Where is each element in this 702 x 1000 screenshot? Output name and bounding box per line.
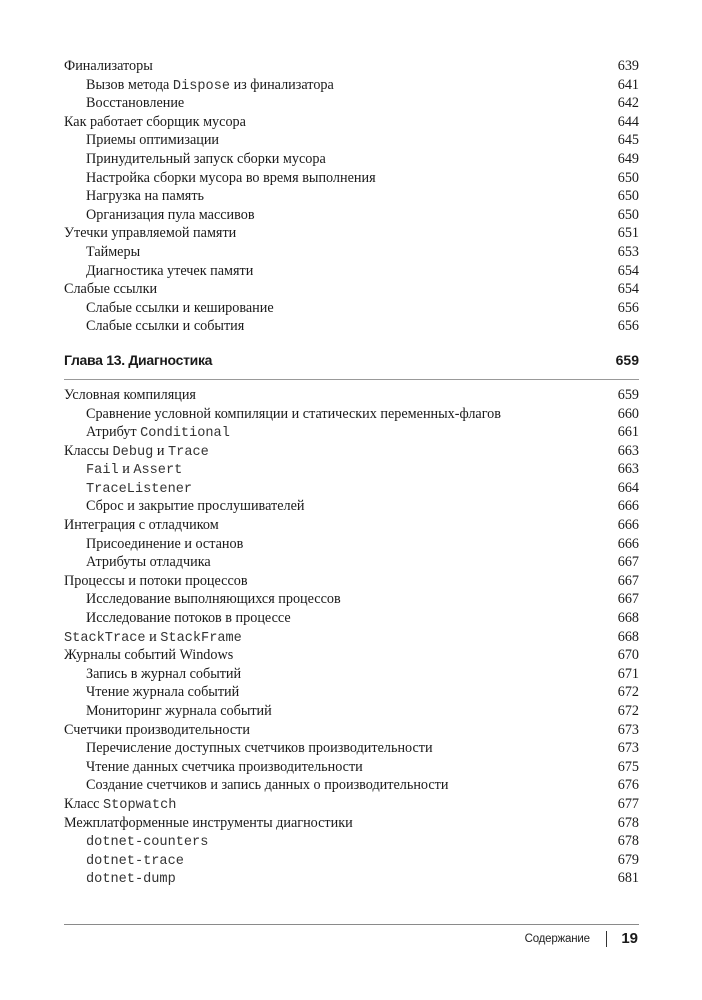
toc-subentry [64, 150, 639, 169]
code-term: Trace [168, 444, 209, 460]
toc-entry [64, 721, 639, 740]
title-text: Журналы событий Windows [64, 647, 234, 664]
title-text: Чтение журнала событий [86, 684, 240, 701]
toc-subentry [64, 758, 639, 777]
toc-subentry [64, 76, 639, 95]
toc-entry-title [64, 131, 219, 150]
toc-subentry [64, 869, 639, 888]
toc-subentry [64, 479, 639, 498]
page-number: 19 [621, 930, 638, 947]
toc-subentry [64, 299, 639, 318]
toc-subentry [64, 94, 639, 113]
toc-subentry [64, 460, 639, 479]
toc-entry-title [64, 497, 304, 516]
toc-page-number: 670 [617, 647, 639, 664]
toc-page-number: 681 [617, 870, 639, 887]
title-text: Межплатформенные инструменты диагностики [64, 814, 353, 831]
toc-subentry [64, 776, 639, 795]
title-text: Условная компиляция [64, 386, 196, 403]
toc-subentry [64, 187, 639, 206]
toc-entry-title [64, 776, 448, 795]
toc-page-number: 667 [617, 554, 639, 571]
toc-entry-title [64, 646, 233, 665]
toc-entry-title [64, 206, 255, 225]
toc-entry [64, 113, 639, 132]
toc-entry-title [64, 702, 272, 721]
code-term: Conditional [140, 426, 230, 442]
title-text: Как работает сборщик мусора [64, 113, 246, 130]
toc-entry-title [64, 795, 176, 816]
toc-subentry [64, 553, 639, 572]
toc-page-number: 664 [617, 479, 639, 496]
toc-subentry [64, 702, 639, 721]
toc-page-number: 642 [617, 95, 639, 112]
code-term: Stopwatch [102, 797, 177, 813]
toc-subentry [64, 665, 639, 684]
footer-divider [64, 924, 639, 925]
toc-page-number: 650 [617, 206, 639, 223]
code-term: dotnet-counters [86, 835, 209, 851]
toc-entry-title [64, 76, 334, 97]
title-text: Принудительный запуск сборки мусора [86, 150, 326, 167]
toc-entry-title [64, 479, 192, 500]
toc-page-number: 654 [617, 262, 639, 279]
code-term: TraceListener [86, 481, 193, 497]
toc-page-number: 659 [617, 386, 639, 403]
title-text: Финализаторы [64, 58, 153, 74]
toc-page-number: 641 [617, 76, 639, 93]
title-text: Сравнение условной компиляции и статических переменных-флагов [86, 405, 501, 422]
toc-page-number: 673 [617, 721, 639, 738]
toc-page-number: 659 [615, 351, 639, 368]
toc-page-number: 668 [617, 628, 639, 645]
toc-page-number: 676 [617, 777, 639, 794]
toc-subentry [64, 169, 639, 188]
toc-entry-title [64, 423, 230, 444]
code-term: Debug [112, 444, 154, 460]
title-text: Сброс и закрытие прослушивателей [86, 498, 305, 515]
toc-page-number: 672 [617, 703, 639, 719]
toc-subentry [64, 206, 639, 225]
title-text: Восстановление [86, 95, 185, 112]
code-term: StackTrace [64, 630, 146, 646]
title-text: Процессы и потоки процессов [64, 572, 248, 589]
toc-page-number: 649 [617, 150, 639, 167]
title-text: Приемы оптимизации [86, 132, 220, 149]
toc-page-number: 656 [617, 299, 639, 316]
toc-entry-title [64, 832, 208, 853]
toc-page-number: 679 [617, 851, 639, 868]
toc-page-number: 672 [617, 684, 639, 701]
title-text: Исследование потоков в процессе [86, 610, 291, 627]
toc-entry-title [64, 683, 239, 702]
title-text: и [145, 628, 161, 645]
toc-page-number: 666 [617, 535, 639, 552]
title-text: Нагрузка на память [86, 188, 204, 205]
toc-entry [64, 280, 639, 299]
toc-page-number: 666 [617, 498, 639, 515]
toc-entry-title [64, 553, 211, 572]
toc-page-number: 663 [617, 461, 639, 478]
toc-entry-title [64, 628, 242, 649]
toc-page-number: 654 [617, 281, 639, 298]
toc-page-number: 650 [617, 188, 639, 205]
title-text: Присоединение и останов [86, 535, 244, 552]
toc-entry-title [64, 349, 212, 371]
toc-entry-title [64, 317, 244, 336]
toc-page-number: 650 [617, 169, 639, 186]
title-text: Диагностика утечек памяти [86, 262, 254, 279]
toc-entry [64, 386, 639, 405]
toc-entry-title [64, 535, 243, 554]
title-text: Мониторинг журнала событий [86, 703, 272, 719]
toc-entry-title [64, 869, 176, 890]
toc-entry [64, 646, 639, 665]
toc-subentry [64, 497, 639, 516]
toc-entry-title [64, 243, 140, 262]
toc-page-number: 639 [617, 58, 639, 74]
toc-page-number: 667 [617, 591, 639, 608]
toc-subentry [64, 262, 639, 281]
toc-subentry [64, 131, 639, 150]
title-text: Атрибут [86, 424, 141, 441]
title-text: Атрибуты отладчика [86, 554, 211, 571]
code-term: Dispose [172, 78, 231, 94]
toc-entry [64, 628, 639, 647]
title-text: Запись в журнал событий [86, 665, 242, 682]
toc-entry-title [64, 758, 363, 777]
toc-page-number: 645 [617, 132, 639, 149]
title-text: и [153, 442, 168, 459]
toc-entry-title [64, 665, 241, 684]
toc-page-number: 678 [617, 814, 639, 831]
toc-subentry [64, 243, 639, 262]
toc-entry-title [64, 94, 184, 113]
toc-entry-title [64, 187, 204, 206]
toc-page-number: 675 [617, 758, 639, 775]
code-term: Fail [86, 463, 119, 479]
toc-subentry [64, 590, 639, 609]
title-text: Исследование выполняющихся процессов [86, 591, 341, 608]
toc-entry-title [64, 57, 153, 76]
chapter-rule [64, 379, 639, 380]
toc-entry-title [64, 590, 341, 609]
toc-entry [64, 572, 639, 591]
code-term: StackFrame [160, 630, 242, 646]
title-text: Таймеры [86, 243, 141, 260]
toc-page-number: 673 [617, 740, 639, 757]
title-text: Класс [64, 795, 103, 812]
toc-subentry [64, 683, 639, 702]
toc-subentry [64, 739, 639, 758]
toc-entry [64, 814, 639, 833]
title-text: Настройка сборки мусора во время выполнения [86, 169, 376, 186]
toc-entry-title [64, 442, 209, 463]
toc-subentry [64, 851, 639, 870]
toc-page-number: 666 [617, 517, 639, 534]
toc-page-number: 656 [617, 318, 639, 335]
toc-page-number: 663 [617, 442, 639, 459]
title-text: Счетчики производительности [64, 721, 250, 738]
toc-entry-title [64, 280, 157, 299]
toc-entry-title [64, 460, 182, 481]
toc-page-number: 667 [617, 572, 639, 589]
toc-entry-title [64, 169, 376, 188]
title-text: и [118, 461, 134, 478]
toc-entry [64, 224, 639, 243]
toc-entry-title [64, 814, 353, 833]
chapter-heading [64, 349, 639, 371]
title-text: Слабые ссылки и события [86, 318, 245, 335]
section-gap [64, 336, 639, 349]
toc-entry-title [64, 262, 253, 281]
toc-page-number: 651 [617, 225, 639, 242]
toc-page-number: 660 [617, 405, 639, 422]
toc-entry-title [64, 224, 236, 243]
toc-subentry [64, 832, 639, 851]
toc-entry-title [64, 299, 274, 318]
toc-page-number: 671 [617, 665, 639, 682]
title-text: Создание счетчиков и запись данных о производительности [86, 777, 449, 794]
toc-page-number: 661 [617, 424, 639, 441]
title-text: Перечисление доступных счетчиков производительности [86, 740, 433, 757]
toc-entry-title [64, 150, 326, 169]
code-term: Assert [133, 463, 183, 479]
title-text: Вызов метода [86, 76, 173, 93]
title-text: Классы [64, 442, 113, 459]
page-footer [525, 930, 638, 947]
title-text: Организация пула массивов [86, 206, 255, 223]
toc-subentry [64, 423, 639, 442]
toc-page-number: 644 [617, 113, 639, 130]
title-text: Чтение данных счетчика производительности [86, 758, 363, 775]
running-header-label: Содержание [524, 932, 590, 945]
toc-entry-title [64, 851, 184, 872]
toc-subentry [64, 317, 639, 336]
toc-entry-title [64, 721, 250, 740]
toc-page-number: 653 [617, 243, 639, 260]
title-text: Глава 13. Диагностика [64, 351, 213, 368]
title-text: из финализатора [230, 76, 334, 93]
toc-page-number: 678 [617, 833, 639, 850]
toc-entry-title [64, 386, 196, 405]
toc-subentry [64, 405, 639, 424]
toc-subentry [64, 535, 639, 554]
title-text: Интеграция с отладчиком [64, 517, 219, 534]
toc-entry [64, 57, 639, 76]
toc-entry [64, 442, 639, 461]
footer-separator [606, 931, 608, 947]
title-text: Утечки управляемой памяти [64, 225, 237, 242]
toc-page-number: 677 [617, 795, 639, 812]
toc-entry-title [64, 572, 248, 591]
toc-entry [64, 516, 639, 535]
title-text: Слабые ссылки [64, 281, 158, 298]
toc-entry-title [64, 516, 219, 535]
toc-entry-title [64, 113, 246, 132]
title-text: Слабые ссылки и кеширование [86, 299, 274, 316]
toc-entry-title [64, 739, 433, 758]
toc-entry-title [64, 609, 291, 628]
code-term: dotnet-dump [86, 872, 176, 888]
toc-subentry [64, 609, 639, 628]
toc-page-number: 668 [617, 610, 639, 627]
code-term: dotnet-trace [86, 853, 184, 869]
toc-entry [64, 795, 639, 814]
table-of-contents [64, 57, 639, 888]
toc-entry-title [64, 405, 501, 424]
